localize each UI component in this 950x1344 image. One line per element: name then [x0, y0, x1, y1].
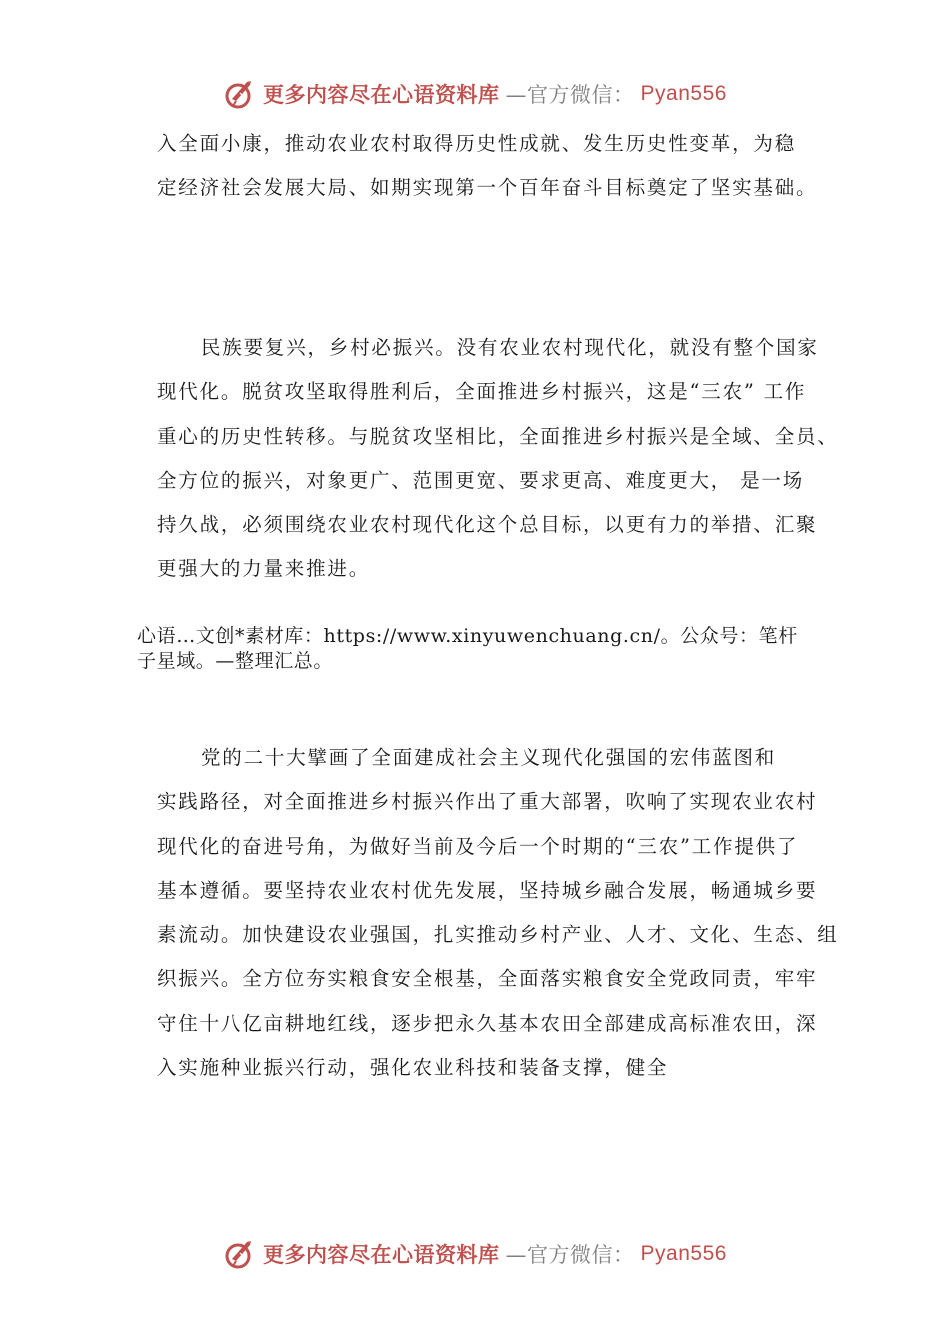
text-line: 持久战，必须围绕农业农村现代化这个总目标，以更有力的举措、汇聚: [157, 513, 818, 537]
paragraph-2: [157, 326, 839, 592]
text-line: 党的二十大擘画了全面建成社会主义现代化强国的宏伟蓝图和: [201, 746, 777, 769]
text-line: 全方位的振兴，对象更广、范围更宽、要求更高、难度更大， 是一场: [157, 468, 804, 492]
text-line: 现代化。脱贫攻坚取得胜利后，全面推进乡村振兴，这是“三农” 工作: [157, 380, 807, 404]
footer-banner: [0, 1234, 950, 1274]
text-line: 基本遵循。要坚持农业农村优先发展，坚持城乡融合发展，畅通城乡要: [157, 878, 818, 902]
source-line: 子星域。—整理汇总。: [137, 650, 334, 672]
source-note: [137, 624, 827, 674]
text-line: 定经济社会发展大局、如期实现第一个百年奋斗目标奠定了坚实基础。: [157, 176, 818, 200]
text-line: 重心的历史性转移。与脱贫攻坚相比，全面推进乡村振兴是全域、全员、: [157, 424, 839, 448]
banner-wechat-id: Pyan556: [640, 82, 727, 105]
text-line: 织振兴。全方位夯实粮食安全根基，全面落实粮食安全党政同责，牢牢: [157, 967, 818, 991]
banner-promo-text: 更多内容尽在心语资料库: [263, 1242, 500, 1267]
banner-promo-text: 更多内容尽在心语资料库: [263, 82, 500, 107]
paragraph-1: [157, 122, 817, 211]
text-line: 现代化的奋进号角，为做好当前及今后一个时期的“三农”工作提供了: [157, 834, 799, 858]
banner-wechat-label: —官方微信：: [505, 83, 635, 107]
text-line: 实践路径，对全面推进乡村振兴作出了重大部署，吹响了实现农业农村: [157, 790, 818, 814]
header-banner: [0, 74, 950, 114]
text-line: 更强大的力量来推进。: [157, 557, 371, 581]
banner-wechat-id: Pyan556: [640, 1242, 727, 1265]
text-line: 入实施种业振兴行动，强化农业科技和装备支撑，健全: [157, 1056, 669, 1080]
source-line: 心语…文创*素材库：https://www.xinyuwenchuang.cn/。公众号：笔杆: [137, 625, 798, 647]
quill-circle-logo-icon: [223, 77, 257, 111]
text-line: 入全面小康，推动农业农村取得历史性成就、发生历史性变革，为稳: [157, 132, 797, 155]
text-line: 民族要复兴，乡村必振兴。没有农业农村现代化，就没有整个国家: [201, 336, 819, 359]
quill-circle-logo-icon: [223, 1237, 257, 1271]
paragraph-3: [157, 736, 839, 1090]
text-line: 守住十八亿亩耕地红线，逐步把永久基本农田全部建成高标准农田，深: [157, 1011, 818, 1035]
text-line: 素流动。加快建设农业强国，扎实推动乡村产业、人才、文化、生态、组: [157, 923, 839, 947]
banner-wechat-label: —官方微信：: [505, 1243, 635, 1267]
